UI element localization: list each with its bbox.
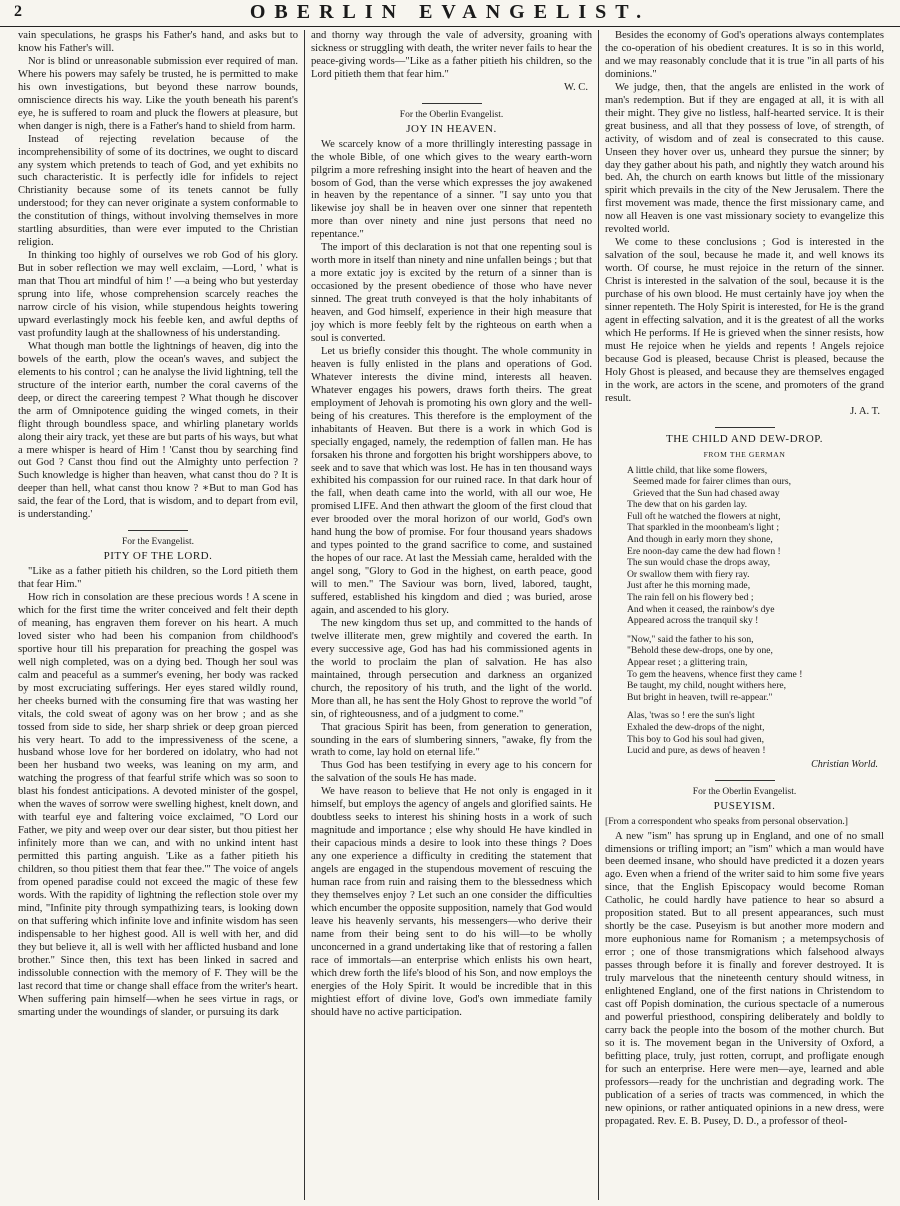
paragraph: Nor is blind or unreasonable submission ever required of man. Where his powers may safely be trusted, he is permitted to make his own investigations, but beyond these narrow bounds, omniscience directs his way. Like the youth beneath his parent's eye, he is suffered to roam and pluck the flowers at pleasure, but when danger is nigh, there is a Father's hand to shield from harm. xyxy=(18,55,298,132)
paragraph: The import of this declaration is not that one repenting soul is worth more in itself than ninety and nine unfallen beings ; but that a more extatic joy is excited by the return of a sinner than is occasioned by the present obedience of those who have never sinned. The great truth conveyed is that the holy inhabitants of heaven, and God himself, experience in their high measure that joy which is more feebly felt by the righteous on earth when a soul is converted. xyxy=(311,242,592,344)
poem-line: This boy to God his soul had given, xyxy=(627,733,764,745)
article-source: For the Oberlin Evangelist. xyxy=(692,786,797,797)
column-1 xyxy=(12,30,305,1200)
section-divider xyxy=(715,780,775,781)
stanza-break xyxy=(627,627,884,634)
epigraph: "Like as a father pitieth his children, so the Lord pitieth them that fear Him." xyxy=(18,566,298,591)
poem-line: Be taught, my child, nought withers here, xyxy=(627,680,787,692)
poem-line: Or swallow them with fiery ray. xyxy=(627,568,750,580)
page-mark: 2 xyxy=(14,3,22,20)
article-source: For the Evangelist. xyxy=(121,537,195,548)
column-3 xyxy=(599,30,890,1200)
paragraph: That gracious Spirit has been, from generation to generation, sounding in the ears of slumbering sinners, "awake, fly from the wrath to come, lay hold on eternal life." xyxy=(311,721,592,759)
section-divider xyxy=(715,427,775,428)
poem xyxy=(605,465,884,757)
section-divider xyxy=(128,530,188,531)
poem-line: Alas, 'twas so ! ere the sun's light xyxy=(627,710,755,722)
poem-line: Ere noon-day came the dew had flown ! xyxy=(627,545,781,557)
paragraph: vain speculations, he grasps his Father's hand, and asks but to know his Father's will. xyxy=(18,30,298,54)
poem-line: The rain fell on his flowery bed ; xyxy=(627,592,754,604)
signature: W. C. xyxy=(563,81,588,93)
section-divider xyxy=(422,103,482,104)
column-2 xyxy=(305,30,599,1200)
poem-title: THE CHILD AND DEW-DROP. xyxy=(666,432,823,445)
poem-line: "Now," said the father to his son, xyxy=(627,633,754,645)
poem-line: And when it ceased, the rainbow's dye xyxy=(627,603,775,615)
paragraph: Besides the economy of God's operations always contemplates the co-operation of his obedient creatures. It is so in this world, and we may reasonably conclude that it is true "in all parts of his dominions." xyxy=(605,30,884,80)
poem-line: The sun would chase the drops away, xyxy=(627,557,770,569)
paragraph: and thorny way through the vale of adversity, groaning with sickness or struggling with death, the writer never fails to hear the peace-giving words—"Like as a father pitieth his children, so the Lord pitieth them that fear him." xyxy=(311,30,592,80)
article-title: JOY IN HEAVEN. xyxy=(406,122,497,135)
masthead-title: OBERLIN EVANGELIST. xyxy=(249,1,651,23)
paragraph: Thus God has been testifying in every age to his concern for the salvation of the souls He has made. xyxy=(311,760,592,785)
article-title: PITY OF THE LORD. xyxy=(103,550,213,563)
poem-line: Full oft he watched the flowers at night, xyxy=(627,510,781,522)
poem-line: The dew that on his garden lay. xyxy=(627,499,748,511)
signature: J. A. T. xyxy=(850,405,880,417)
paragraph: How rich in consolation are these precious words ! A scene in which for the first time the writer conceived and felt their depth of meaning, has engraven them forever on his heart. A much loved sister who had been his companion from childhood's sportive hour till his preparation for preaching the gospel was well nigh completed, was on a dying bed. Though her soul was calm and peaceful as a summer's evening, her body was racked by most excruciating sufferings. Her eyes stared wildly round, her cheeks burned with the consuming fire that was wasting her vitals, the cold sweat of agony was on her brow ; and as she tossed from side to side, her sharp shriek or deep groan pierced his very heart. To add to the impressiveness of the scene, a husband whose love for her bordered on idolatry, who had not been her husband two weeks, was leaning on my arm, and watching the progress of that fearful strife which was so soon to blast his fondest anticipations. A devoted minister of the gospel, when the waves of sorrow were swelling highest, knelt down, and with tearful eye and faltering voice exclaimed, "O Lord our Father, we pity and weep over our dear sister, but thou pitiest her infinitely more than we can, and with no unkind intent hast permitted this parting anguish. 'Like as a father pitieth his children, so thou pitiest them that fear thee.'" The voice of angels from opened paradise could not exceed the magic of these few words. With the rapidity of lightning the reflection stole over my mind, "Infinite pity through sympathizing tears, is looking down on that suffering which infinite love and infinite wisdom has seen indispensable to her highest good. All is well with her, and did they but believe it, all is well with her afflicted husband and lone brother." Since then, this text has been linked in sacred and indissoluble connection with the memory of F. They will be the last record that time or change shall efface from the writer's heart. When suffering pain himself—when he sees virtue in rags, or smarting under the woundings of slander, or pursuing its dark xyxy=(18,592,298,1018)
editor-note: [From a correspondent who speaks from personal observation.] xyxy=(605,815,848,827)
poem-line: Grieved that the Sun had chased away xyxy=(633,487,780,499)
article-source: For the Oberlin Evangelist. xyxy=(399,109,504,120)
paragraph: Instead of rejecting revelation because of the incomprehensibility of some of its doctrines, we ought to discard any system which pretends to teach of God, and yet exhibits no such characteristic. It is perfectly idle for infidels to reject Christianity because some of its tenets cannot be fully understood; for they can never originate a system conformable to the constitution of things, without involving themselves in more startling absurdities, than were ever imputed to the Christian religion. xyxy=(18,133,298,249)
poem-line: A little child, that like some flowers, xyxy=(627,464,768,476)
poem-line: Lucid and pure, as dews of heaven ! xyxy=(627,745,766,757)
poem-line: To gem the heavens, whence first they came ! xyxy=(627,668,803,680)
poem-line: And though in early morn they shone, xyxy=(627,534,773,546)
paragraph: In thinking too highly of ourselves we rob God of his glory. But in sober reflection we may well exclaim, —Lord, ' what is man that Thou art mindful of him !' —a being who but yesterday sprung into life, whose comprehension scarcely reaches the narrow circle of his vision, while stupendous heights towering upward everlastingly mock his feeble ken, and awful depths of vast profundity laugh at the shallowness of his understanding. xyxy=(18,250,298,339)
paragraph: What though man bottle the lightnings of heaven, dig into the bowels of the earth, plow the ocean's waves, and subject the elements to his control ; can he analyse the livid lightning, tell the structure of the interior earth, number the coral caverns of the deep, or direct the careering tempest ? What though he discover the arm of Omnipotence guiding the winged comets, in their flight through boundless space, and whirling planetary worlds along their airy track, yet these are but parts of his ways, but what a mere whisper is heard of Him ! 'Canst thou by searching find out God ? Canst thou find out the Almighty unto perfection ? Such knowledge is higher than heaven, what canst thou do ? It is deeper than hell, what canst thou know ? ∗But to man God has said, the fear of the Lord, that is wisdom, and to depart from evil, is understanding.' xyxy=(18,340,298,521)
poem-line: Just after he this morning made, xyxy=(627,580,751,592)
poem-line: But bright in heaven, twill re-appear." xyxy=(627,691,773,703)
paragraph: We come to these conclusions ; God is interested in the salvation of the soul, because he made it, and well knows its worth. Of course, he must rejoice in the return of the sinner. Christ is interested in the salvation of the soul, because it is the purchase of his own blood. He must certainly have joy when the sinner repenteth. The Holy Spirit is interested, for He is the grand agent in effecting salvation, and it is the greatest of all the works which He performs. If He is grieved when the sinner resists, how must He rejoice when he yields and repents ! Angels rejoice because God is pleased, because Christ is pleased, because the Holy Ghost is pleased, and because they are themselves engaged in the work, are actors in the scene, and promoters of the grand result. xyxy=(605,237,884,404)
stanza-break xyxy=(627,703,884,710)
poem-credit: Christian World. xyxy=(811,758,878,770)
poem-origin: FROM THE GERMAN xyxy=(703,449,786,459)
paragraph: We scarcely know of a more thrillingly interesting passage in the whole Bible, of one which gives to the weary earth-worn pilgrim a more refreshing insight into the heart of heaven and the bosom of God, than the verse which expresses the joy awakened in heaven by the repentance of a sinner. "I say unto you that likewise joy shall be in heaven over one sinner that repenteth more than over ninety and nine just persons that need no repentance." xyxy=(311,138,592,241)
paragraph: The new kingdom thus set up, and committed to the hands of twelve illiterate men, grew mightily and covered the earth. In every successive age, God has had his commissioned agents in the world to proclaim the plan of salvation. He has also maintained, through persecution and darkness an organized church, the repository of his truth, and the light of the world. More than all, he has sent the Holy Ghost to reprove the world "of sin, of righteousness, and of a judgment to come." xyxy=(311,617,592,720)
poem-line: Exhaled the dew-drops of the night, xyxy=(627,721,765,733)
poem-line: "Behold these dew-drops, one by one, xyxy=(627,645,773,657)
paragraph: Let us briefly consider this thought. The whole community in heaven is fully enlisted in the plans and operations of God. Whatever interests the divine mind, interests all heaven. Whatever engages his powers, draws forth theirs. The great employment of Jehovah is promoting his own glory and the well-being of his creatures. This therefore is the employment of the inhabitants of Heaven. But there is a work in which God is specially engaged, namely, the redemption of fallen man. He has forsaken his throne and forgotten his bright worshippers above, to seek and to save that which was lost. He has in ten thousand ways exhibited his compassion for our ruined race. In that dark hour of the fall, when death came into the world, with all our woe, He promised LIFE. And then athwart the gloom of the first cloud that ever brooded over the moral horizon of our world, God's own hand hung the bow of promise. For four thousand years shadows and types pointed to the grand sacrifice to come, and sustained the hopes of our race. At last the Messiah came, heralded with the angel song, "Glory to God in the highest, on earth peace, good will to men." The Saviour was born, lived, labored, taught, suffered, established his kingdom and died ; was buried, arose again, and ascended to his glory. xyxy=(311,345,592,616)
poem-line: Appeared across the tranquil sky ! xyxy=(627,615,759,627)
article-title: PUSEYISM. xyxy=(713,799,776,812)
poem-line: Appear reset ; a glittering train, xyxy=(627,657,748,668)
paragraph: We judge, then, that the angels are enlisted in the work of man's redemption. But if they are engaged at all, it is with all their might. They give no listless, half-hearted service. It is their great business, and all that they possess of love, of strength, of activity, of wisdom and of zeal is consecrated to this cause. Unseen they hover over us, unheard they pursue the sinner; by day they gather about his path, and nightly they watch around his bed. Ah, the church on earth knows but little of the missionary spirit which prevails in the city of the New Jerusalem. There the first movement was made, thence the first missionary came, and now all Heaven is one vast missionary society to evangelize this revolted world. xyxy=(605,81,884,236)
paragraph: We have reason to believe that He not only is engaged in it himself, but employs the agency of angels and glorified saints. He doubtless seeks to interest his shining hosts in a work of such magnitude and importance ; else why should He have kindled in their capacious minds a desire to look into these things ? Does any one experience a difficulty in crediting the statement that angels are engaged in the stupendous movement of rescuing the human race from ruin and raising them to the blessedness which they themselves enjoy ? Let such an one consider the difficulties which encumber the opposite supposition, namely that God would leave his heavenly servants, his messengers—who derive their name from their being sent to do his will—to be wholly unconcerned in a grand undertaking like that of restoring a fallen race of immortals—an enterprise which enlists his own heart, which drew forth the life's blood of his Son, and now employs the energies of the Holy Spirit. It would be incredible that in this mightiest effort of divine love, God's own immediate family should have no active participation. xyxy=(311,786,592,1018)
paragraph: A new "ism" has sprung up in England, and one of no small dimensions or trifling import; an "ism" which a man would have been deemed insane, who should have predicted it a dozen years ago. Even when a friend of the writer said to him some five years since, that the English Episcopacy would become Roman Catholic, he could hardly have patience to hear so absurd a proposition stated. But to all present appearances, such must shortly be the case. Puseyism is but another more modern and more euphonious name for Romanism ; a metempsychosis of error ; one of those transmigrations which falsehood always passes through before it is finally and forever destroyed. It is truly marvelous that the nineteenth century should witness, in enlightened England, one of the first nations in Christendom to cast off Popish domination, the curious spectacle of a numerous and powerful priesthood, conspiring deliberately and boldly to carry back the people into the bosom of the mother church. But so it is. The movement began in the University of Oxford, a befitting place, truly, just rotten, corrupt, and profligate enough for such an enterprise. Here were men—aye, learned and able professors—ready for the unchristian and degrading work. The publication of a series of tracts was commenced, in which the new opinions, or rather antiquated opinions in a new dress, were propagated. Rev. E. B. Pusey, D. D., a professor of theol- xyxy=(605,830,884,1127)
columns xyxy=(12,30,890,1200)
poem-line: That sparkled in the moonbeam's light ; xyxy=(627,522,780,534)
masthead xyxy=(0,0,900,27)
poem-line: Seemed made for fairer climes than ours, xyxy=(633,476,791,488)
